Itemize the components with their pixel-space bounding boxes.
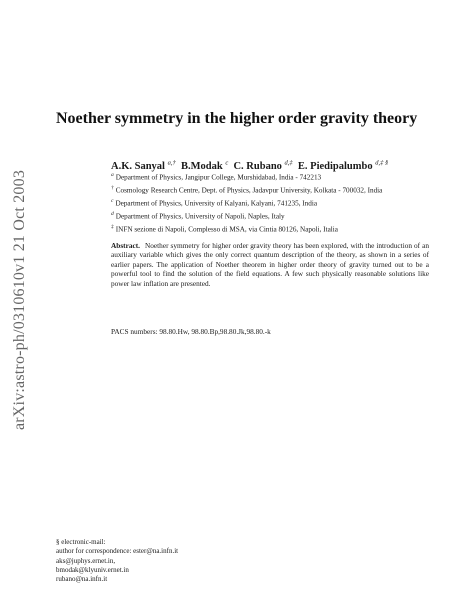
affiliation-list [111,171,431,236]
footnote-line: author for correspondence: ester@na.infn.it [56,547,179,556]
affiliation: † Cosmology Research Centre, Dept. of Physics, Jadavpur University, Kolkata - 700032, India [111,184,383,195]
affiliation: $^a$ Department of Physics, Jangipur College, Murshidabad, India - 742213 [111,172,322,182]
footnote-line: § electronic-mail: [56,538,106,546]
author: B.Modak $^c$ [180,159,229,172]
abstract-label: Abstract. [111,241,140,250]
pacs-numbers: PACS numbers: 98.80.Hw, 98.80.Bp,98.80.Jk,98.80.-k [111,327,271,336]
author: A.K. Sanyal $^{a,\dagger}$ [111,159,176,172]
affiliation: $^d$ Department of Physics, University of Napoli, Naples, Italy [111,210,285,221]
author: C. Rubano $^{d,\ddagger}$ [233,159,293,172]
footnote [56,538,256,584]
footnote-line: bmodak@klyuniv.ernet.in [56,565,129,574]
affiliation: ‡ INFN sezione di Napoli, Complesso di MSA, via Cintia 80126, Napoli, Italia [111,223,338,234]
arxiv-identifier: arXiv:astro-ph/0310610v1 21 Oct 2003 [11,169,28,431]
author: E. Piedipalumbo $^{d,\ddagger \S}$ [297,159,389,172]
footnote-line: rubano@na.infn.it [56,575,108,584]
arxiv-side-stamp [6,150,34,450]
paper-title: Noether symmetry in the higher order gravity theory [56,110,418,127]
abstract-text: Noether symmetry for higher order gravity theory has been explored, with the introduction of an auxiliary variable which gives the only correct quantum description of the theory, as shown in a series of earlier papers. The application of Noether theorem in higher order theory of gravity turned out to be a powerful tool to find the solution of the field equations. A few such physically reasonable solutions like power law inflation are presented. [111,241,429,288]
footnote-line: aks@juphys.ernet.in, [56,556,116,565]
affiliation: $^c$ Department of Physics, University of Kalyani, Kalyani, 741235, India [111,197,318,208]
abstract [111,241,429,288]
